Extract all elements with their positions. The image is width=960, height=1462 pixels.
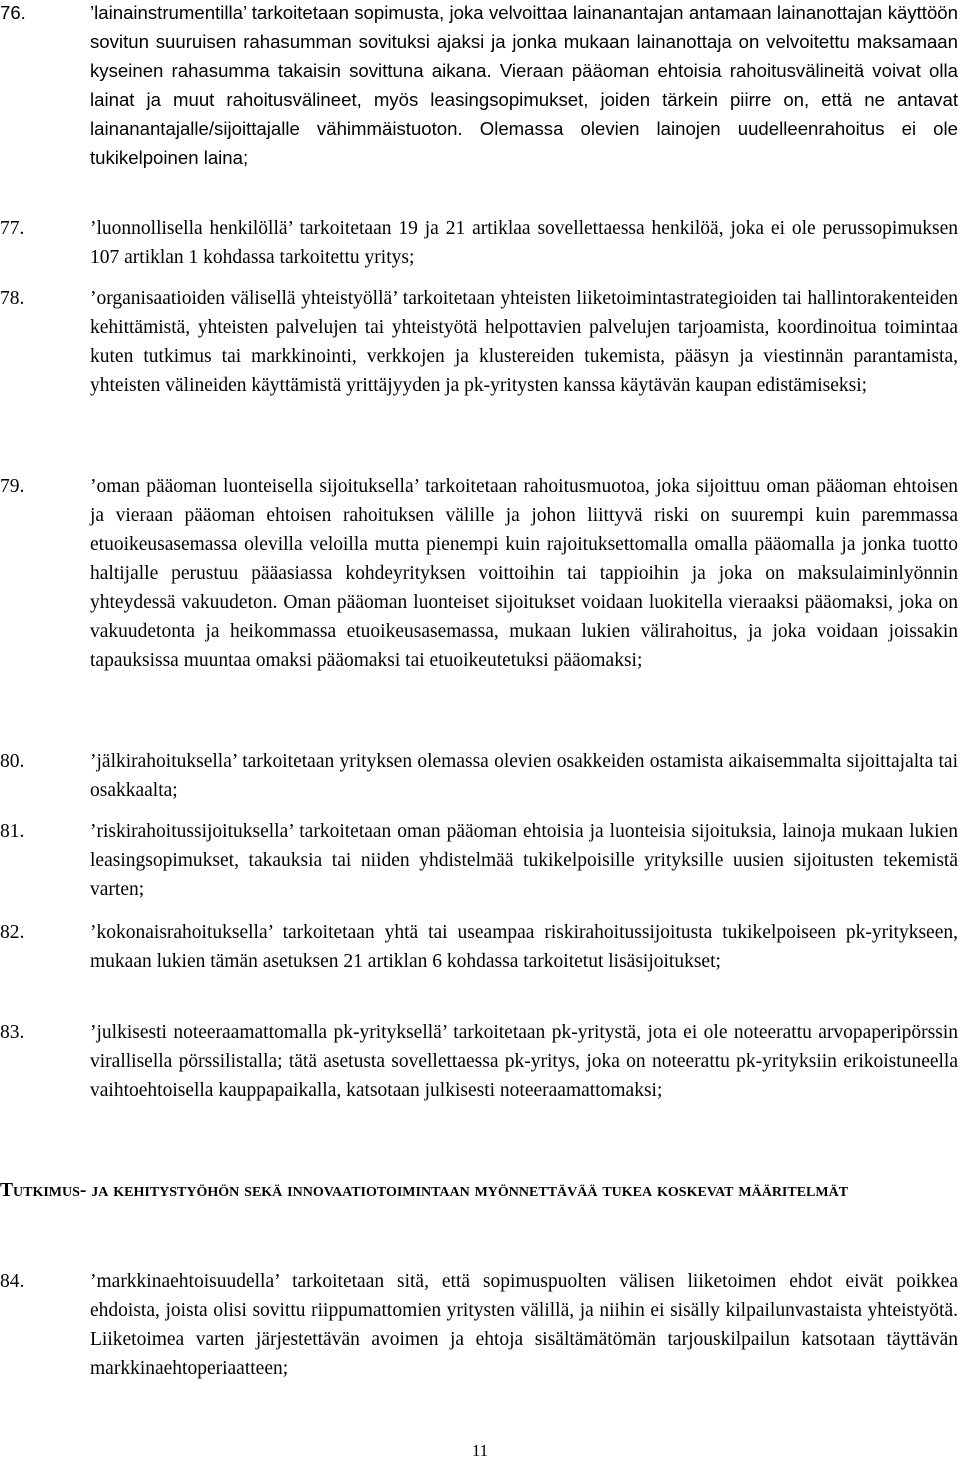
- item-number: 82.: [0, 922, 25, 943]
- item-number: 76.: [0, 2, 26, 23]
- definition-82: [0, 918, 958, 976]
- page-number: 11: [471, 1441, 489, 1460]
- item-number: 81.: [0, 821, 25, 842]
- item-text: ’lainainstrumentilla’ tarkoitetaan sopimusta, joka velvoittaa lainanantajan antamaan lainanottajan käyttöön sovitun suuruisen rahasumman sovituksi ajaksi ja jonka mukaan lainanottaja on velvoitettu maksamaan kyseinen rahasumma takaisin sovittuna aikana. Vieraan pääoman ehtoisia rahoitusvälineitä voivat olla lainat ja muut rahoitusvälineet, myös leasingsopimukset, joiden tärkein piirre on, että ne antavat lainanantajalle/sijoittajalle vähimmäistuoton. Olemassa olevien lainojen uudelleenrahoitus ei ole tukikelpoinen laina;: [90, 2, 958, 168]
- item-text: ’markkinaehtoisuudella’ tarkoitetaan sitä, että sopimuspuolten välisen liiketoimen ehdot eivät poikkea ehdoista, joista olisi sovittu riippumattomien yritysten välillä, ja niihin ei sisälly kilpailunvastaista yhteistyötä. Liiketoimea varten järjestettävän avoimen ja ehtoja sisältämätömän tarjouskilpailun katsotaan täyttävän markkinaehtoperiaatteen;: [90, 1271, 958, 1379]
- item-text: ’organisaatioiden välisellä yhteistyöllä’ tarkoitetaan yhteisten liiketoimintastrategioiden tai hallintorakenteiden kehittämistä, yhteisten palvelujen tai yhteistyötä helpottavien palvelujen tarjoamista, koordinoitua toimintaa kuten tutkimus tai markkinointi, verkkojen ja klustereiden tukemista, pääsyn ja viestinnän parantamista, yhteisten välineiden käyttämistä yrittäjyyden ja pk-yritysten kanssa käytävän kaupan edistämiseksi;: [90, 288, 958, 396]
- item-text: ’oman pääoman luonteisella sijoituksella’ tarkoitetaan rahoitusmuotoa, joka sijoittuu oman pääoman ehtoisen ja vieraan pääoman ehtoisen rahoituksen välille ja johon liittyvä riski on suurempi kuin paremmassa etuoikeusasemassa olevilla veloilla mutta pienempi kuin rajoituksettomalla omalla pääomalla ja jonka tuotto haltijalle perustuu pääasiassa kohdeyrityksen voittoihin tai tappioihin ja joka on maksulaiminlyönnin yhteydessä vakuudeton. Oman pääoman luonteiset sijoitukset voidaan luokitella vieraaksi pääomaksi, joka on vakuudetonta ja heikommassa etuoikeusasemassa, mukaan lukien välirahoitus, ja joka voidaan joissakin tapauksissa muuntaa omaksi pääomaksi tai etuoikeutetuksi pääomaksi;: [90, 476, 958, 671]
- item-text: ’julkisesti noteeraamattomalla pk-yrityksellä’ tarkoitetaan pk-yritystä, jota ei ole noteerattu arvopaperipörssin virallisella pörssilistalla; tätä asetusta sovellettaessa pk-yritys, joka on noteerattu pk-yrityksiin erikoistuneella vaihtoehtoisella kauppapaikalla, katsotaan julkisesti noteeraamattomaksi;: [90, 1022, 958, 1101]
- item-text: ’jälkirahoituksella’ tarkoitetaan yrityksen olemassa olevien osakkeiden ostamista aikaisemmalta sijoittajalta tai osakkaalta;: [90, 751, 958, 801]
- definition-79: [0, 472, 958, 675]
- definition-77: [0, 214, 958, 272]
- item-number: 80.: [0, 751, 25, 772]
- definition-80: [0, 747, 958, 805]
- item-text: ’kokonaisrahoituksella’ tarkoitetaan yhtä tai useampaa riskirahoitussijoitusta tukikelpoiseen pk-yritykseen, mukaan lukien tämän asetuksen 21 artiklan 6 kohdassa tarkoitetut lisäsijoitukset;: [90, 922, 958, 972]
- definition-81: [0, 817, 958, 904]
- item-number: 78.: [0, 288, 25, 309]
- item-text: ’riskirahoitussijoituksella’ tarkoitetaan oman pääoman ehtoisia ja luonteisia sijoituksia, lainoja mukaan lukien leasingsopimukset, takauksia tai niiden yhdistelmää tukikelpoisille yrityksille uusien sijoitusten tekemistä varten;: [90, 821, 958, 900]
- item-number: 79.: [0, 476, 25, 497]
- item-text: ’luonnollisella henkilöllä’ tarkoitetaan 19 ja 21 artiklaa sovellettaessa henkilöä, joka ei ole perussopimuksen 107 artiklan 1 kohdassa tarkoitettu yritys;: [90, 218, 958, 268]
- item-number: 83.: [0, 1022, 25, 1043]
- item-number: 84.: [0, 1271, 25, 1292]
- definition-78: [0, 284, 958, 400]
- definition-84: [0, 1267, 958, 1383]
- definition-76: [0, 0, 958, 172]
- item-number: 77.: [0, 218, 25, 239]
- definition-83: [0, 1018, 958, 1105]
- section-heading: Tutkimus- ja kehitystyöhön sekä innovaatiotoimintaan myönnettävää tukea koskevat määritelmät: [0, 1180, 849, 1201]
